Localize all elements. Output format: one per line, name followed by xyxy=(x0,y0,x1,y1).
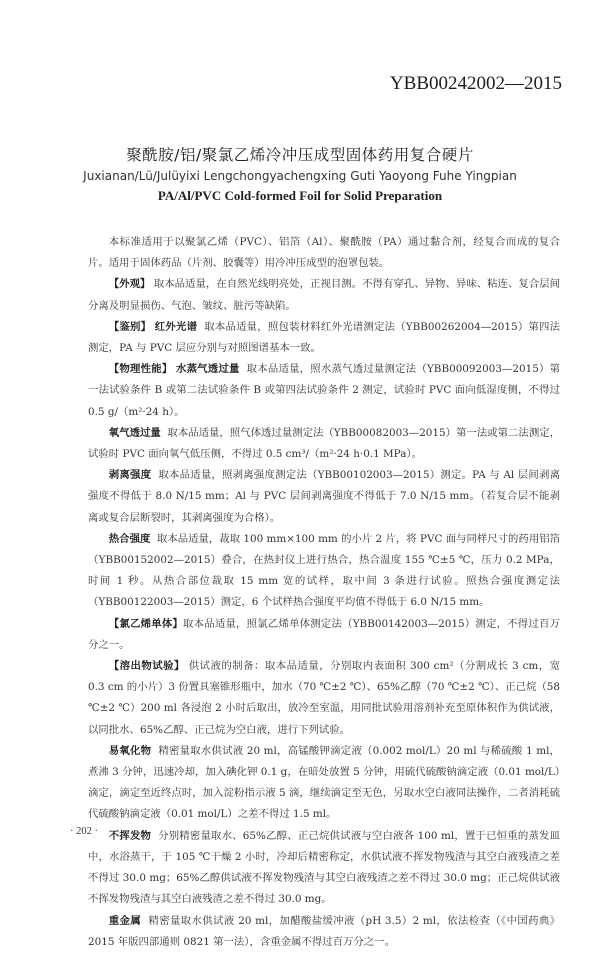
paragraph-oxygen xyxy=(88,423,560,465)
paragraph-text: 分别精密量取水、65%乙醇、正己烷供试液与空白液各 100 ml，置于已恒重的蒸发皿中，水浴蒸干，于 105 ℃干燥 2 小时，冷却后精密称定，水供试液不挥发物残渣与其空白液残渣之差不得过 30.0 mg；65%乙醇供试液不挥发物残渣与其空白液残渣之差不得过 30.0 mg；正己烷供试液不挥发物残渣与其空白液残渣之差不得过 30.0 mg。 xyxy=(88,829,560,906)
standard-code: YBB00242002—2015 xyxy=(389,73,562,94)
paragraph-text: 取本品适量，照剥离强度测定法（YBB00102003—2015）测定。PA 与 Al 层间剥离强度不得低于 8.0 N/15 mm；Al 与 PVC 层间剥离强度不得低于 7.0 N/15 mm。（若复合层不能剥离或复合层断裂时，其剥离强度为合格）。 xyxy=(88,469,561,524)
title-block xyxy=(0,143,600,204)
section-heading: 【外观】 xyxy=(108,278,151,291)
subsection-heading: 氧气透过量 xyxy=(108,426,161,439)
paragraph-text: 取本品适量，照氯乙烯单体测定法（YBB00142003—2015）测定，不得过百万分之一。 xyxy=(88,617,560,651)
paragraph-peel-strength xyxy=(88,465,560,529)
subsection-heading: 热合强度 xyxy=(108,532,151,545)
paragraph-text: 供试液的制备：取本品适量，分别取内表面积 300 cm²（分割成长 3 cm，宽 0.3 cm 的小片）3 份置具塞锥形瓶中，加水（70 ℃±2 ℃）、65%乙醇（70 ℃±2 ℃）、正己烷（58 ℃±2 ℃）200 ml 各浸泡 2 小时后取出，放冷至室温，用同批试验用溶剂补充至原体积作为供试液，以同批水、65%乙醇、正己烷为空白液，进行下列试验。 xyxy=(88,660,560,736)
section-heading: 【氯乙烯单体】 xyxy=(108,617,184,630)
page-number: · 202 · xyxy=(70,826,98,837)
paragraph-text: 本标准适用于以聚氯乙烯（PVC）、铝箔（Al）、聚酰胺（PA）通过黏合剂，经复合而成的复合片。适用于固体药品（片剂、胶囊等）用冷冲压成型的泡罩包装。 xyxy=(88,236,560,270)
paragraph-appearance xyxy=(88,274,560,316)
paragraph-vinyl-chloride xyxy=(88,614,560,656)
paragraph-oxidizable xyxy=(88,741,560,826)
paragraph-text: 取本品适量，照水蒸气透过量测定法（YBB00092003—2015）第一法试验条件 B 或第二法试验条件 B 或第四法试验条件 2 测定，试验时 PVC 面向低湿度侧，不得过 0.5 g/（m²·24 h）。 xyxy=(88,363,561,418)
paragraph-identification xyxy=(88,317,560,359)
paragraph-extractables xyxy=(88,656,560,741)
paragraph-text: 取本品适量，在自然光线明亮处，正视目测。不得有穿孔、异物、异味、粘连、复合层间分离及明显损伤、气泡、皱纹、脏污等缺陷。 xyxy=(88,278,561,312)
paragraph-text: 取本品适量，照包装材料红外光谱测定法（YBB00262004—2015）第四法测定，PA 与 PVC 层应分别与对照图谱基本一致。 xyxy=(88,320,561,355)
paragraph-water-vapor xyxy=(88,359,560,423)
subsection-heading: 剥离强度 xyxy=(108,469,152,482)
section-heading: 【鉴别】 xyxy=(108,320,152,333)
subsection-heading: 易氧化物 xyxy=(108,744,152,757)
paragraph-text: 取本品适量，照气体透过量测定法（YBB00082003—2015）第一法或第二法测定，试验时 PVC 面向氧气低压侧，不得过 0.5 cm³/（m²·24 h·0.1 MPa）。 xyxy=(88,426,561,461)
title-english: PA/Al/PVC Cold-formed Foil for Solid Preparation xyxy=(157,188,443,203)
paragraph-text: 取本品适量，裁取 100 mm×100 mm 的小片 2 片，将 PVC 面与同样尺寸的药用铝箔（YBB00152002—2015）叠合，在热封仪上进行热合，热合温度 155 ℃±5 ℃，压力 0.2 MPa，时间 1 秒。从热合部位裁取 15 mm 宽的试样，取中间 3 条进行试验。照热合强度测定法（YBB00122003—2015）测定，6 个试样热合强度平均值不得低于 6.0 N/15 mm。 xyxy=(88,532,560,609)
paragraph-text: 精密量取水供试液 20 ml，加醋酸盐缓冲液（pH 3.5）2 ml，依法检查（《中国药典》2015 年版四部通则 0821 第一法），含重金属不得过百万分之一。 xyxy=(88,914,561,948)
subsection-heading: 红外光谱 xyxy=(154,320,198,333)
paragraph-text: 精密量取水供试液 20 ml，高锰酸钾滴定液（0.002 mol/L）20 ml 与稀硫酸 1 ml，煮沸 3 分钟，迅速冷却，加入碘化钾 0.1 g，在暗处放置 5 分钟，用硫代硫酸钠滴定液（0.01 mol/L）滴定，滴定至近终点时，加入淀粉指示液 5 滴，继续滴定至无色，另取水空白液同法操作，二者消耗硫代硫酸钠滴定液（0.01 mol/L）之差不得过 1.5 ml。 xyxy=(88,744,561,821)
title-chinese: 聚酰胺/铝/聚氯乙烯冷冲压成型固体药用复合硬片 xyxy=(126,146,474,164)
section-heading: 【物理性能】 xyxy=(108,363,173,376)
paragraph-nonvolatile xyxy=(88,826,560,911)
subsection-heading: 不挥发物 xyxy=(108,829,152,842)
document-body xyxy=(88,232,560,953)
paragraph-scope xyxy=(88,232,560,274)
section-heading: 【溶出物试验】 xyxy=(108,660,185,673)
paragraph-heat-seal xyxy=(88,529,560,614)
subsection-heading: 水蒸气透过量 xyxy=(175,363,240,376)
title-pinyin: Juxianan/Lü/Julüyixi Lengchongyachengxing Guti Yaoyong Fuhe Yingpian xyxy=(83,169,517,183)
subsection-heading: 重金属 xyxy=(108,914,142,927)
paragraph-heavy-metals xyxy=(88,911,560,953)
